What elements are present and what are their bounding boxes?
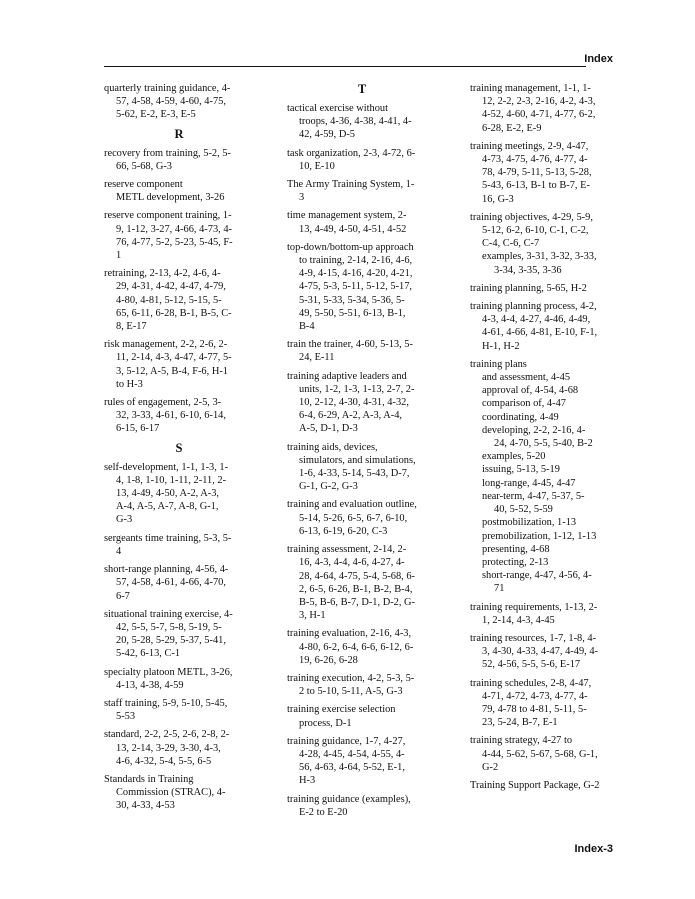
index-entry <box>104 178 254 204</box>
entry-line: approval of, 4-54, 4-68 <box>482 385 579 397</box>
entry-line: 4-80, 4-81, 5-12, 5-15, 5- <box>116 294 222 306</box>
entry-line: 1 <box>116 250 122 262</box>
entry-line: Training Support Package, G-2 <box>470 779 600 791</box>
entry-line: protecting, 2-13 <box>482 556 549 568</box>
entry-line: training evaluation, 2-16, 4-3, <box>287 628 412 640</box>
entry-line: B-4 <box>299 321 315 333</box>
index-entry <box>470 300 620 353</box>
entry-line: 4-80, 6-2, 6-4, 6-6, 6-12, 6- <box>299 641 414 653</box>
entry-line: 6-4, 6-29, A-2, A-3, A-4, <box>299 410 403 422</box>
index-entry <box>287 793 437 819</box>
entry-line: training plans <box>470 358 527 370</box>
header-title: Index <box>584 53 613 65</box>
index-entry <box>104 396 254 436</box>
entry-line: Standards in Training <box>104 773 194 785</box>
entry-line: 6-15, 6-17 <box>116 423 160 435</box>
index-subentry <box>470 450 620 463</box>
entry-line: 71 <box>494 583 505 595</box>
entry-line: 3, 5-12, A-5, B-4, F-6, H-1 <box>116 365 228 377</box>
index-entry <box>470 632 620 672</box>
entry-line: A-4, A-5, A-7, A-8, G-1, <box>116 501 219 513</box>
entry-line: 57, 4-58, 4-59, 4-60, 4-75, <box>116 96 226 108</box>
index-entry <box>470 734 620 774</box>
entry-line: comparison of, 4-47 <box>482 398 566 410</box>
entry-line: issuing, 5-13, 5-19 <box>482 464 560 476</box>
index-subentry <box>470 477 620 490</box>
index-subentry <box>470 411 620 424</box>
entry-line: training guidance (examples), <box>287 793 411 805</box>
entry-line: 56, 4-63, 4-64, 5-52, E-1, <box>299 762 405 774</box>
entry-line: reserve component training, 1- <box>104 210 232 222</box>
index-entry <box>104 82 254 122</box>
entry-line: training adaptive leaders and <box>287 370 407 382</box>
entry-line: 13, 4-49, 4-50, A-2, A-3, <box>116 488 220 500</box>
index-entry <box>470 140 620 206</box>
entry-line: developing, 2-2, 2-16, 4- <box>482 424 586 436</box>
entry-line: training planning, 5-65, H-2 <box>470 282 587 294</box>
entry-line: 4-28, 4-45, 4-54, 4-55, 4- <box>299 748 405 760</box>
entry-line: staff training, 5-9, 5-10, 5-45, <box>104 697 228 709</box>
index-entry <box>287 735 437 788</box>
entry-line: long-range, 4-45, 4-47 <box>482 477 576 489</box>
entry-line: top-down/bottom-up approach <box>287 241 414 253</box>
entry-line: train the trainer, 4-60, 5-13, 5- <box>287 339 413 351</box>
entry-line: training guidance, 1-7, 4-27, <box>287 735 406 747</box>
entry-line: 1, 2-14, 4-3, 4-45 <box>482 614 555 626</box>
entry-line: training meetings, 2-9, 4-47, <box>470 140 589 152</box>
entry-line: 30, 4-33, 4-53 <box>116 800 175 812</box>
entry-line: examples, 5-20 <box>482 451 546 463</box>
entry-line: 3, 4-30, 4-33, 4-47, 4-49, 4- <box>482 646 599 658</box>
entry-line: training aids, devices, <box>287 441 378 453</box>
entry-line: 65, 6-11, 6-28, B-1, B-5, C- <box>116 307 232 319</box>
subentry-list <box>470 371 620 595</box>
entry-line: 6-13, 6-19, 6-20, C-3 <box>299 525 388 537</box>
index-entry <box>287 147 437 173</box>
entry-line: 5-14, 5-26, 6-5, 6-7, 6-10, <box>299 512 408 524</box>
entry-line: retraining, 2-13, 4-2, 4-6, 4- <box>104 268 221 280</box>
entry-line: 4-73, 4-75, 4-76, 4-77, 4- <box>482 154 588 166</box>
index-column-2 <box>287 82 437 824</box>
entry-line: 4-75, 5-3, 5-11, 5-12, 5-17, <box>299 281 413 293</box>
entry-line: recovery from training, 5-2, 5- <box>104 147 231 159</box>
entry-line: A-5, D-1, D-3 <box>299 423 358 435</box>
entry-line: 4-9, 4-15, 4-16, 4-20, 4-21, <box>299 268 413 280</box>
entry-line: H-1, H-2 <box>482 340 520 352</box>
entry-line: training strategy, 4-27 to <box>470 735 573 747</box>
entry-line: task organization, 2-3, 4-72, 6- <box>287 147 416 159</box>
entry-line: G-3 <box>116 514 133 526</box>
page-number: Index-3 <box>574 843 613 855</box>
entry-line: 32, 3-33, 4-61, 6-10, 6-14, <box>116 410 226 422</box>
entry-line: 2 to 5-10, 5-11, A-5, G-3 <box>299 686 403 698</box>
entry-line: specialty platoon METL, 3-26, <box>104 666 233 678</box>
entry-line: G-2 <box>482 761 499 773</box>
entry-line: 8, E-17 <box>116 321 147 333</box>
entry-line: short-range, 4-47, 4-56, 4- <box>482 570 592 582</box>
index-entry <box>470 211 620 251</box>
entry-line: situational training exercise, 4- <box>104 608 233 620</box>
entry-line: sergeants time training, 5-3, 5- <box>104 532 232 544</box>
index-column-3 <box>470 82 620 797</box>
entry-line: presenting, 4-68 <box>482 543 550 555</box>
index-entry <box>287 370 437 436</box>
entry-line: 3 <box>299 192 305 204</box>
index-entry <box>104 338 254 391</box>
entry-line: 20, 5-28, 5-29, 5-37, 5-41, <box>116 635 226 647</box>
header-rule <box>104 66 586 67</box>
index-subentry <box>470 371 620 384</box>
entry-line: training objectives, 4-29, 5-9, <box>470 211 593 223</box>
entry-line: process, D-1 <box>299 717 352 729</box>
index-entry <box>104 461 254 527</box>
entry-line: risk management, 2-2, 2-6, 2- <box>104 339 228 351</box>
entry-line: 29, 4-31, 4-42, 4-47, 4-79, <box>116 281 226 293</box>
index-entry <box>470 358 620 371</box>
entry-line: training schedules, 2-8, 4-47, <box>470 677 592 689</box>
entry-line: troops, 4-36, 4-38, 4-41, 4- <box>299 116 412 128</box>
index-subentry <box>470 530 620 543</box>
entry-line: 12, 2-2, 2-3, 2-16, 4-2, 4-3, <box>482 96 596 108</box>
index-subentry <box>470 384 620 397</box>
index-entry <box>287 627 437 667</box>
index-subentry <box>470 543 620 556</box>
index-entry <box>470 779 620 792</box>
index-entry <box>104 563 254 603</box>
entry-line: simulators, and simulations, <box>299 454 416 466</box>
entry-line: 3-34, 3-35, 3-36 <box>494 264 562 276</box>
entry-line: 40, 5-52, 5-59 <box>494 504 553 516</box>
index-entry <box>287 543 437 622</box>
entry-line: self-development, 1-1, 1-3, 1- <box>104 461 229 473</box>
entry-line: 6-28, E-2, E-9 <box>482 122 542 134</box>
entry-line: G-1, G-2, G-3 <box>299 481 358 493</box>
entry-line: coordinating, 4-49 <box>482 411 559 423</box>
entry-line: 6-7 <box>116 590 130 602</box>
entry-line: 24, E-11 <box>299 352 335 364</box>
index-entry <box>104 267 254 333</box>
entry-line: short-range planning, 4-56, 4- <box>104 564 229 576</box>
entry-line: 4-44, 5-62, 5-67, 5-68, G-1, <box>482 748 598 760</box>
entry-line: E-2 to E-20 <box>299 806 348 818</box>
section-letter: T <box>357 82 367 96</box>
index-entry <box>287 703 437 729</box>
entry-line: 4-71, 4-72, 4-73, 4-77, 4- <box>482 690 588 702</box>
entry-line: 9, 1-12, 3-27, 4-66, 4-73, 4- <box>116 223 233 235</box>
index-subentry <box>470 516 620 529</box>
entry-line: 4-3, 4-4, 4-27, 4-46, 4-49, <box>482 314 591 326</box>
entry-line: and assessment, 4-45 <box>482 372 571 384</box>
entry-line: reserve component <box>104 179 183 191</box>
entry-line: 42, 5-5, 5-7, 5-8, 5-19, 5- <box>116 621 222 633</box>
index-subentry <box>470 556 620 569</box>
index-entry <box>104 209 254 262</box>
index-entry <box>470 677 620 730</box>
entry-line: 5-31, 5-33, 5-34, 5-36, 5- <box>299 294 405 306</box>
entry-line: training and evaluation outline, <box>287 499 417 511</box>
entry-line: 52, 4-56, 5-5, 5-6, E-17 <box>482 659 581 671</box>
entry-line: quarterly training guidance, 4- <box>104 83 231 94</box>
entry-line: 5-53 <box>116 711 136 723</box>
entry-line: training resources, 1-7, 1-8, 4- <box>470 632 597 644</box>
entry-line: units, 1-2, 1-3, 1-13, 2-7, 2- <box>299 383 415 395</box>
entry-line: 49, 5-50, 5-51, 6-13, B-1, <box>299 307 406 319</box>
entry-line: 78, 4-79, 5-11, 5-13, 5-28, <box>482 167 592 179</box>
entry-line: 57, 4-58, 4-61, 4-66, 4-70, <box>116 577 226 589</box>
entry-line: tactical exercise without <box>287 103 388 114</box>
index-entry <box>470 282 620 295</box>
entry-line: 4, 1-8, 1-10, 1-11, 2-11, 2- <box>116 474 227 486</box>
entry-line: 5-43, 6-13, B-1 to B-7, E- <box>482 180 590 192</box>
index-entry <box>104 147 254 173</box>
index-subentry <box>470 463 620 476</box>
index-subentry <box>470 397 620 410</box>
entry-line: rules of engagement, 2-5, 3- <box>104 397 222 409</box>
index-entry <box>287 102 437 142</box>
entry-line: premobilization, 1-12, 1-13 <box>482 530 597 542</box>
index-column-1 <box>104 82 254 818</box>
index-entry <box>287 209 437 235</box>
entry-line: B-5, B-6, B-7, D-1, D-2, G- <box>299 596 416 608</box>
entry-line: to H-3 <box>116 378 143 390</box>
index-entry <box>104 532 254 558</box>
entry-line: C-4, C-6, C-7 <box>482 238 540 250</box>
entry-line: 13, 2-14, 3-29, 3-30, 4-3, <box>116 742 221 754</box>
index-subentry <box>470 490 620 516</box>
section-letter: R <box>174 126 184 141</box>
index-entry <box>287 178 437 204</box>
index-subentry <box>470 250 620 276</box>
entry-line: training planning process, 4-2, <box>470 301 597 313</box>
entry-line: training exercise selection <box>287 704 396 716</box>
entry-line: The Army Training System, 1- <box>287 179 415 191</box>
entry-line: 4-61, 4-66, 4-81, E-10, F-1, <box>482 327 598 339</box>
entry-line: 4-6, 4-32, 5-4, 5-5, 6-5 <box>116 755 212 767</box>
index-entry <box>287 338 437 364</box>
entry-line: H-3 <box>299 775 316 787</box>
entry-line: to training, 2-14, 2-16, 4-6, <box>299 255 413 267</box>
index-entry <box>470 82 620 135</box>
entry-line: 2, 6-5, 6-26, B-1, B-2, B-4, <box>299 583 413 595</box>
index-entry <box>287 241 437 333</box>
entry-line: 79, 4-78 to 4-81, 5-11, 5- <box>482 703 587 715</box>
entry-line: 1-6, 4-33, 5-14, 5-43, D-7, <box>299 468 410 480</box>
entry-line: 5-62, E-2, E-3, E-5 <box>116 109 196 121</box>
entry-line: 4-13, 4-38, 4-59 <box>116 679 184 691</box>
entry-line: 19, 6-26, 6-28 <box>299 654 358 666</box>
index-entry <box>104 728 254 768</box>
entry-line: 4 <box>116 545 122 557</box>
entry-line: 5-12, 6-2, 6-10, C-1, C-2, <box>482 225 589 237</box>
section-letter: S <box>175 440 183 455</box>
entry-line: Commission (STRAC), 4- <box>116 787 226 799</box>
entry-line: 76, 4-77, 5-2, 5-23, 5-45, F- <box>116 236 233 248</box>
entry-line: near-term, 4-47, 5-37, 5- <box>482 490 585 502</box>
entry-line: 16, G-3 <box>482 193 514 205</box>
entry-line: training execution, 4-2, 5-3, 5- <box>287 672 415 684</box>
entry-line: METL development, 3-26 <box>116 192 225 204</box>
index-entry <box>287 672 437 698</box>
entry-line: 10, 2-12, 4-30, 4-31, 4-32, <box>299 397 409 409</box>
entry-line: 42, 4-59, D-5 <box>299 129 355 141</box>
entry-line: 16, 4-3, 4-4, 4-6, 4-27, 4- <box>299 557 405 569</box>
entry-line: 23, 5-24, B-7, E-1 <box>482 717 558 729</box>
index-entry <box>287 441 437 494</box>
entry-line: training assessment, 2-14, 2- <box>287 544 407 556</box>
entry-line: training requirements, 1-13, 2- <box>470 601 598 613</box>
entry-line: 11, 2-14, 4-3, 4-47, 4-77, 5- <box>116 352 232 364</box>
index-entry <box>470 601 620 627</box>
index-subentry <box>470 569 620 595</box>
entry-line: 28, 4-64, 4-75, 5-4, 5-68, 6- <box>299 570 416 582</box>
entry-line: time management system, 2- <box>287 210 407 222</box>
index-subentry <box>470 424 620 450</box>
entry-line: 3, H-1 <box>299 610 326 622</box>
entry-line: 4-52, 4-60, 4-71, 4-77, 6-2, <box>482 109 596 121</box>
entry-line: 24, 4-70, 5-5, 5-40, B-2 <box>494 438 593 450</box>
index-entry <box>104 773 254 813</box>
entry-line: 5-42, 6-13, C-1 <box>116 648 181 660</box>
index-entry <box>104 608 254 661</box>
entry-line: training management, 1-1, 1- <box>470 83 591 94</box>
entry-line: 66, 5-68, G-3 <box>116 160 172 172</box>
index-entry <box>104 666 254 692</box>
entry-line: 10, E-10 <box>299 160 335 172</box>
entry-line: examples, 3-31, 3-32, 3-33, <box>482 251 597 263</box>
index-entry <box>287 498 437 538</box>
entry-line: postmobilization, 1-13 <box>482 517 577 529</box>
entry-line: standard, 2-2, 2-5, 2-6, 2-8, 2- <box>104 729 230 741</box>
index-entry <box>104 697 254 723</box>
entry-line: 13, 4-49, 4-50, 4-51, 4-52 <box>299 223 407 235</box>
